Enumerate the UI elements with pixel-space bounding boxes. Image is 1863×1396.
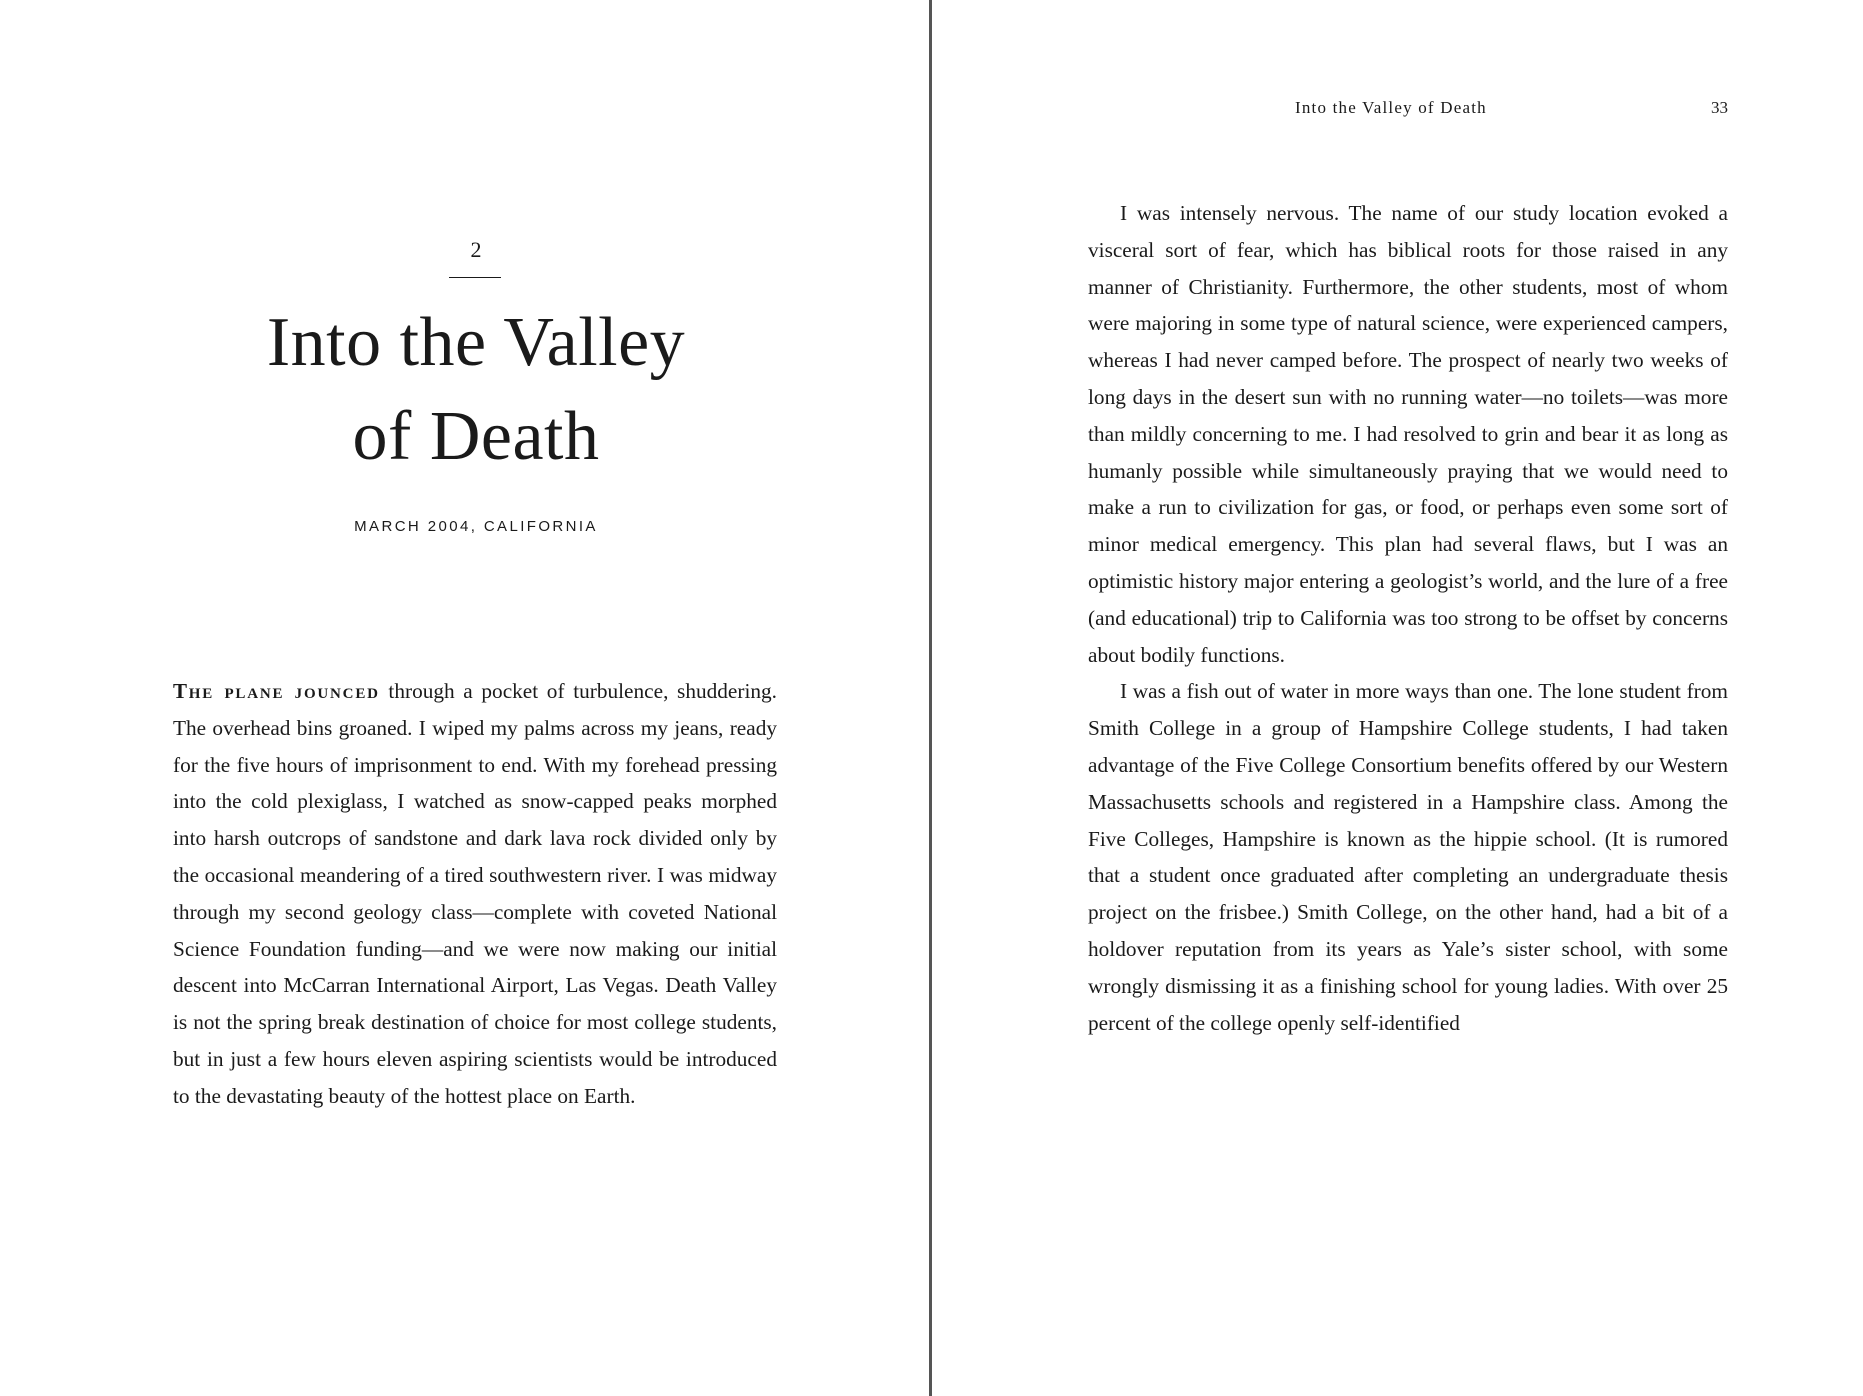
chapter-number-rule <box>449 277 501 278</box>
chapter-number: 2 <box>470 237 482 262</box>
chapter-title <box>0 296 952 484</box>
left-page <box>0 0 929 1396</box>
opening-small-caps: The plane jounced <box>173 679 380 703</box>
opening-paragraph <box>173 673 777 1115</box>
running-head: Into the Valley of Death <box>1295 98 1487 117</box>
opening-text: through a pocket of turbulence, shuddering. The overhead bins groaned. I wiped my palms across my jeans, ready for the five hours of imprisonment to end. With my forehead pressing into the cold plexiglass, I watched as snow-capped peaks morphed into harsh outcrops of sandstone and dark lava rock divided only by the occasional meandering of a tired southwestern river. I was midway through my second geology class—complete with coveted National Science Foundation funding—and we were now making our initial descent into McCarran International Airport, Las Vegas. Death Valley is not the spring break destination of choice for most college students, but in just a few hours eleven aspiring scientists would be introduced to the devastating beauty of the hottest place on Earth. <box>173 679 777 1108</box>
body-paragraph-1: I was intensely nervous. The name of our study location evoked a visceral sort of fear, which has biblical roots for those raised in any manner of Christianity. Furthermore, the other students, most of whom were majoring in some type of natural science, were experienced campers, whereas I had never camped before. The prospect of nearly two weeks of long days in the desert sun with no running water—no toilets—was more than mildly concerning to me. I had resolved to grin and bear it as long as humanly possible while simultaneously praying that we would need to make a run to civilization for gas, or food, or perhaps even some sort of minor medical emergency. This plan had several flaws, but I was an optimistic history major entering a geologist’s world, and the lure of a free (and educational) trip to California was too strong to be offset by concerns about bodily functions. <box>1088 201 1728 667</box>
chapter-title-line-1: Into the Valley <box>266 304 686 381</box>
chapter-setting: MARCH 2004, CALIFORNIA <box>354 518 598 535</box>
right-body-text <box>1088 195 1728 1041</box>
page-number: 33 <box>1711 98 1728 117</box>
right-page <box>932 0 1863 1396</box>
body-paragraph-2: I was a fish out of water in more ways than one. The lone student from Smith College in a group of Hampshire College students, I had taken advantage of the Five College Consortium benefits offered by our Western Massachusetts schools and registered in a Hampshire class. Among the Five Colleges, Hampshire is known as the hippie school. (It is rumored that a student once graduated after completing an undergraduate thesis project on the frisbee.) Smith College, on the other hand, had a bit of a holdover reputation from its years as Yale’s sister school, with some wrongly dismissing it as a finishing school for young ladies. With over 25 percent of the college openly self-identified <box>1088 679 1728 1035</box>
chapter-title-line-2: of Death <box>352 398 600 475</box>
